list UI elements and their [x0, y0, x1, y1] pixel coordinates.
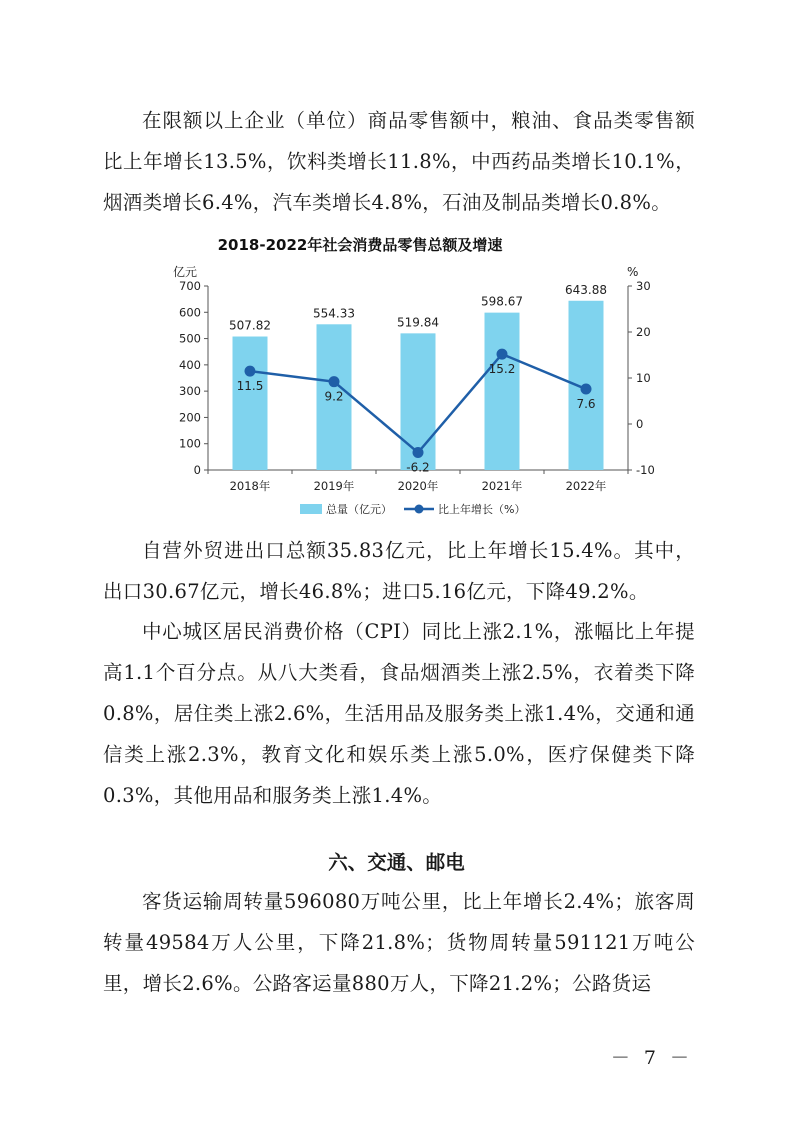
bar-value-label: 507.82	[229, 318, 271, 333]
legend-line-label: 比上年增长（%）	[438, 503, 526, 516]
paragraph-text: 客货运输周转量596080万吨公里，比上年增长2.4%；旅客周转量49584万人公里，下降21.8%；货物周转量591121万吨公里，增长2.6%。公路客运量880万人，下降21.2%；公路货运	[103, 890, 695, 995]
x-tick-label: 2020年	[397, 479, 439, 493]
bar	[233, 337, 268, 470]
bar	[485, 313, 520, 470]
growth-value-label: 15.2	[488, 362, 516, 377]
paragraph-foreign-trade	[103, 530, 695, 612]
paragraph-text: 中心城区居民消费价格（CPI）同比上涨2.1%，涨幅比上年提高1.1个百分点。从八大类看，食品烟酒类上涨2.5%，衣着类下降0.8%，居住类上涨2.6%，生活用品及服务类上涨1.4%，交通和通信类上涨2.3%，教育文化和娱乐类上涨5.0%，医疗保健类下降0.3%，其他用品和服务类上涨1.4%。	[103, 620, 695, 807]
left-tick-label: 400	[179, 357, 201, 372]
right-tick-label: 20	[636, 325, 651, 339]
right-tick-label: 30	[636, 279, 651, 293]
growth-value-label: 11.5	[236, 379, 264, 394]
chart-title: 2018-2022年社会消费品零售总额及增速	[217, 236, 503, 254]
growth-point	[329, 376, 340, 387]
right-tick-label: 0	[636, 417, 644, 431]
left-axis-unit: 亿元	[173, 265, 198, 279]
growth-point	[581, 384, 592, 395]
paragraph-text: 自营外贸进出口总额35.83亿元，比上年增长15.4%。其中，出口30.67亿元，增长46.8%；进口5.16亿元，下降49.2%。	[103, 539, 695, 603]
paragraph-retail-categories	[103, 100, 695, 223]
legend-line-marker	[415, 505, 424, 514]
left-tick-label: 100	[179, 436, 201, 451]
x-tick-label: 2022年	[565, 479, 607, 493]
left-tick-label: 600	[179, 305, 201, 320]
right-tick-label: -10	[636, 463, 655, 477]
left-tick-label: 500	[179, 331, 201, 346]
growth-point	[245, 366, 256, 377]
section-heading: 六、交通、邮电	[328, 851, 465, 874]
legend-bar-swatch	[300, 504, 322, 514]
chart-legend	[300, 502, 525, 516]
paragraph-transport	[103, 881, 695, 1004]
x-tick-label: 2021年	[481, 479, 523, 493]
growth-point	[413, 447, 424, 458]
left-tick-label: 0	[193, 463, 201, 477]
growth-value-label: -6.2	[406, 460, 430, 475]
growth-value-label: 9.2	[324, 389, 344, 404]
bar-value-label: 554.33	[313, 306, 355, 321]
paragraph-cpi	[103, 611, 695, 816]
right-axis-unit: %	[627, 265, 639, 279]
retail-sales-chart	[150, 226, 670, 528]
page-number: － 7 －	[610, 1047, 693, 1069]
left-tick-label: 300	[179, 384, 201, 399]
growth-value-label: 7.6	[576, 397, 596, 412]
x-tick-label: 2018年	[229, 479, 271, 493]
x-tick-label: 2019年	[313, 479, 355, 493]
growth-point	[497, 349, 508, 360]
left-tick-label: 700	[179, 279, 201, 293]
bar-value-label: 519.84	[397, 315, 439, 330]
left-tick-label: 200	[179, 410, 201, 425]
bar-value-label: 643.88	[565, 282, 607, 297]
chart-svg	[150, 226, 670, 528]
bar-value-label: 598.67	[481, 294, 523, 309]
paragraph-text: 在限额以上企业（单位）商品零售额中，粮油、食品类零售额比上年增长13.5%，饮料类增长11.8%，中西药品类增长10.1%，烟酒类增长6.4%，汽车类增长4.8%，石油及制品类增长0.8%。	[103, 109, 695, 214]
legend-bar-label: 总量（亿元）	[326, 503, 392, 516]
right-tick-label: 10	[636, 371, 651, 385]
